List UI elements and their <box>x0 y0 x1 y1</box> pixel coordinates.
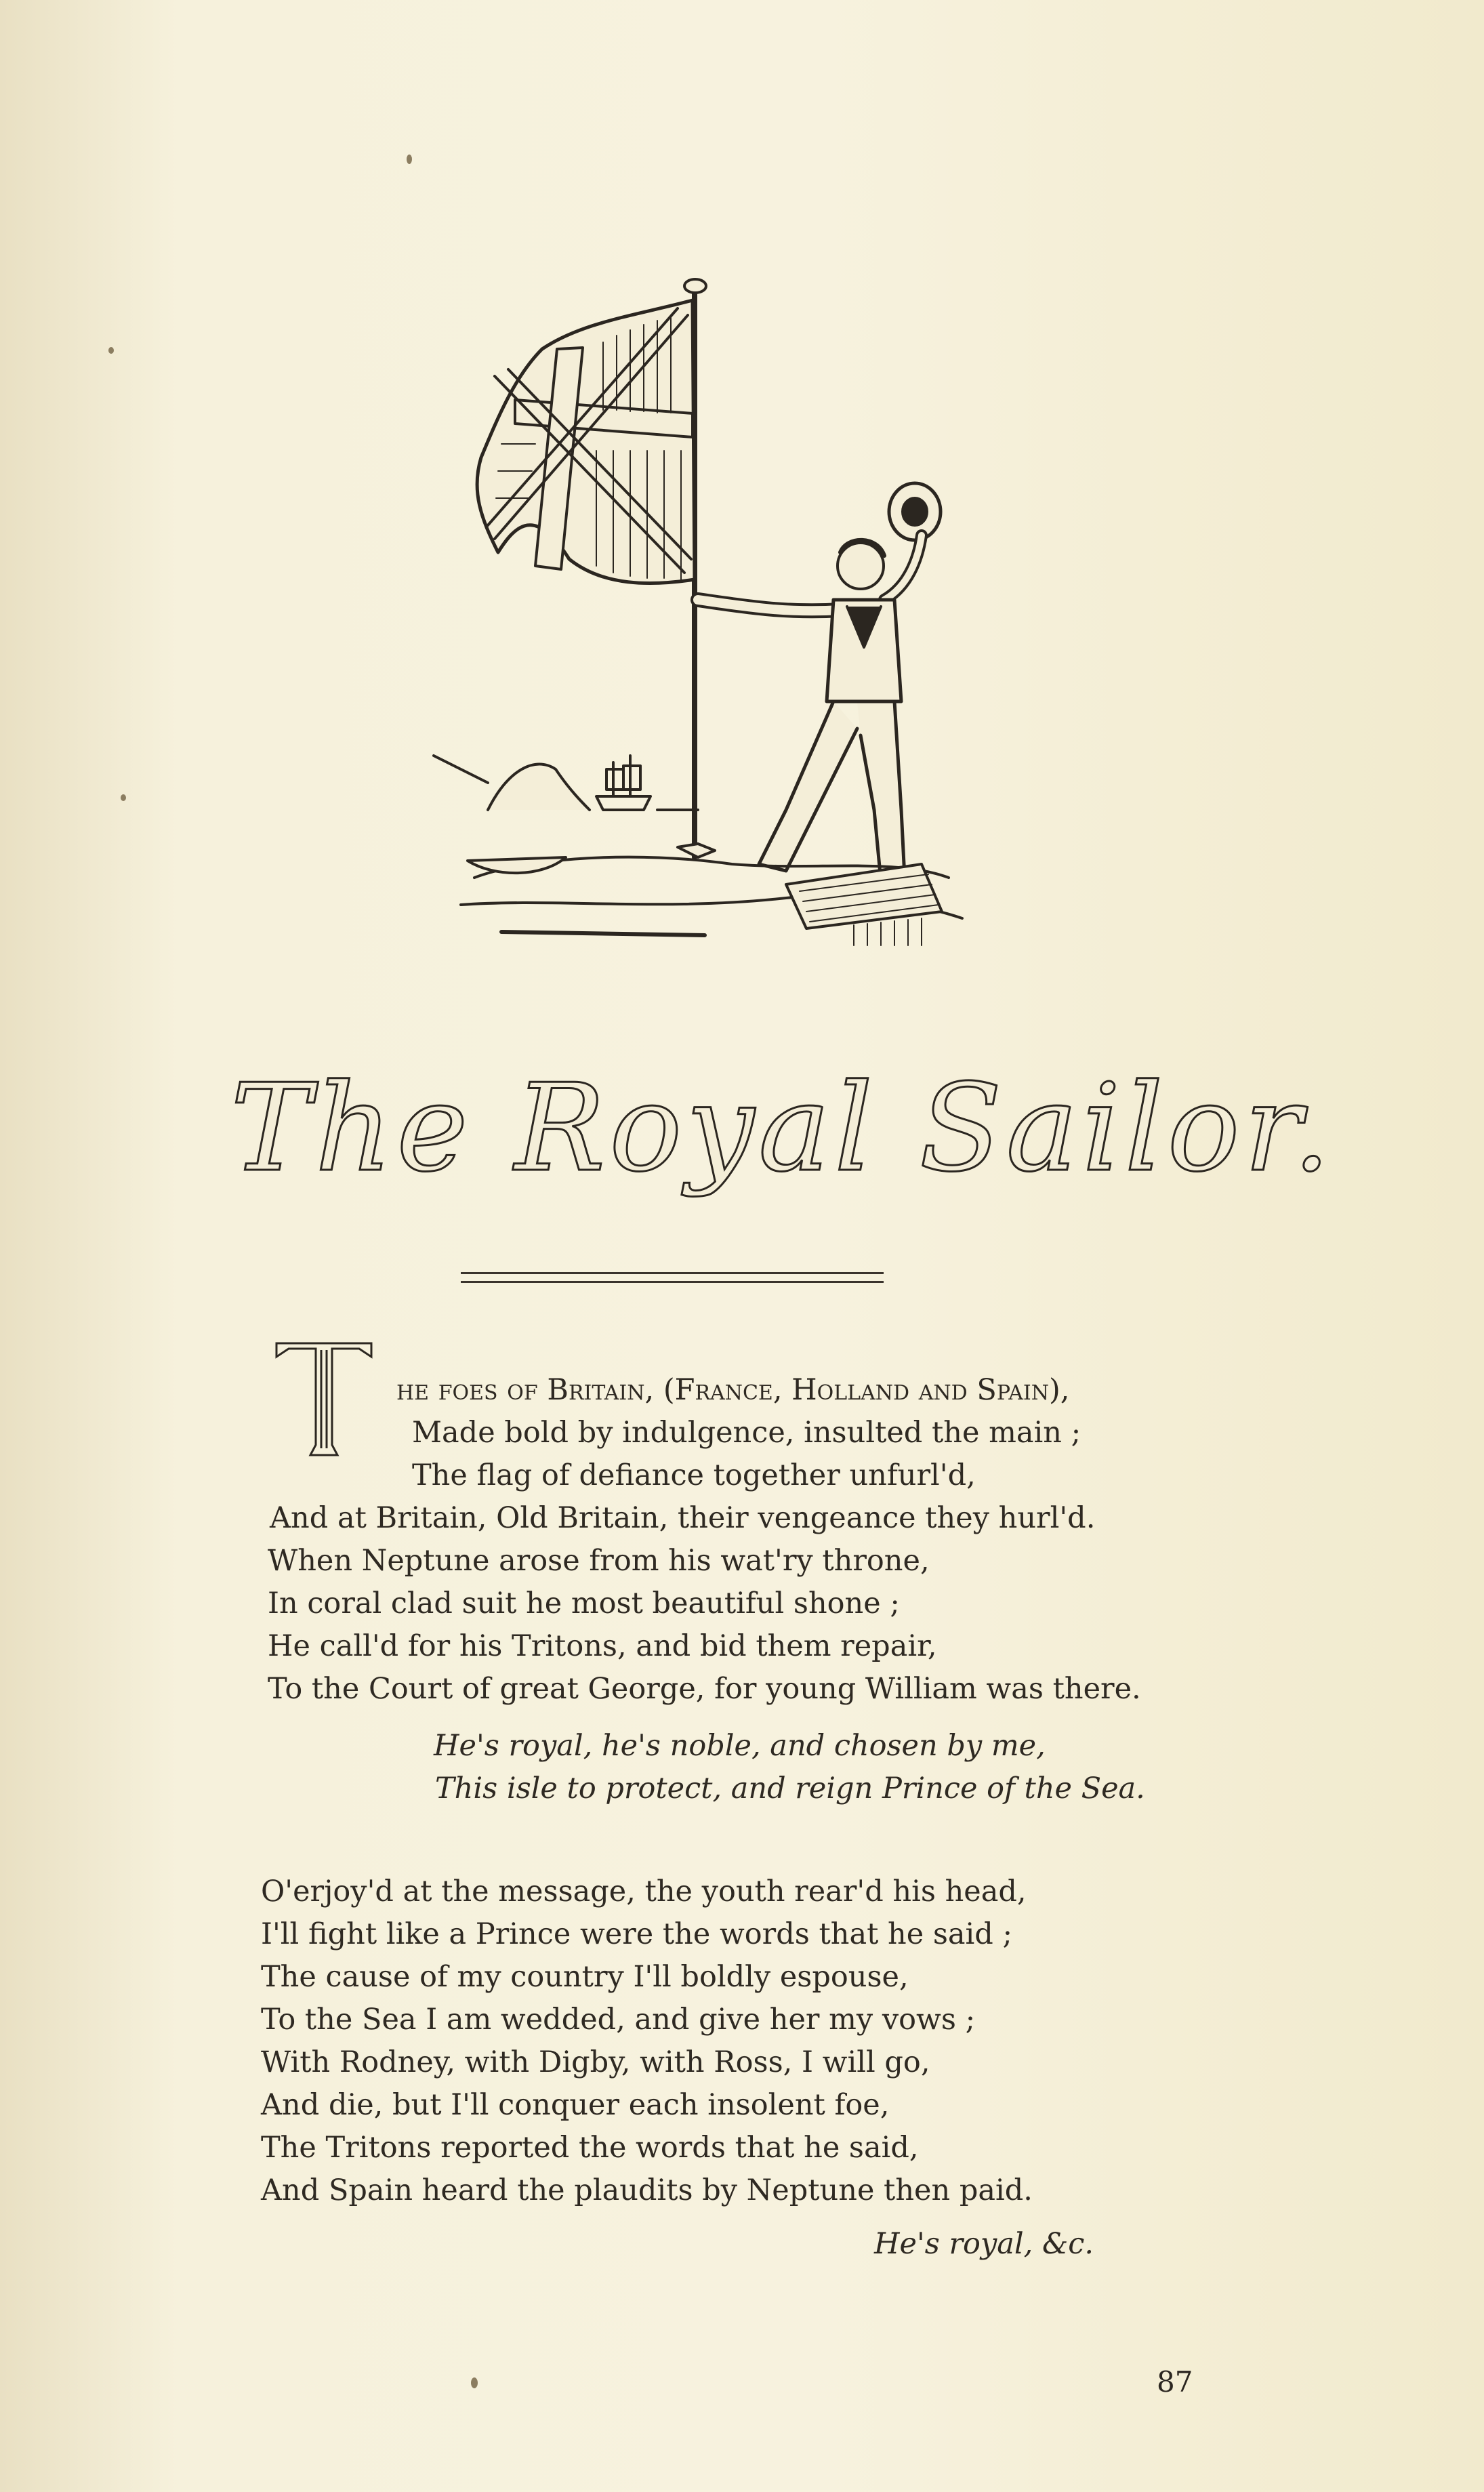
sailor-flag-illustration <box>379 268 976 979</box>
svg-text:T: T <box>270 1326 277 1339</box>
paper-speck <box>407 155 412 164</box>
paper-speck <box>121 794 126 801</box>
refrain-tail: He's royal, &c. <box>874 2227 1094 2261</box>
sailor-figure <box>698 483 941 881</box>
verse1-line-2: Made bold by indulgence, insulted the main ; <box>412 1416 1081 1450</box>
paper-speck <box>108 347 114 354</box>
verse2-line-5: With Rodney, with Digby, with Ross, I will go, <box>261 2045 930 2079</box>
verse2-line-6: And die, but I'll conquer each insolent foe, <box>261 2088 890 2122</box>
page-number: 87 <box>1157 2365 1193 2398</box>
verse2-line-3: The cause of my country I'll boldly espouse, <box>261 1960 909 1994</box>
verse1-line-8: To the Court of great George, for young William was there. <box>268 1672 1141 1706</box>
paper-speck <box>471 2377 478 2388</box>
song-title: The Royal Sailor. <box>230 1058 1335 1198</box>
verse2-line-8: And Spain heard the plaudits by Neptune then paid. <box>261 2173 1033 2207</box>
verse1-line-6: In coral clad suit he most beautiful shone ; <box>268 1587 900 1620</box>
verse1-line-5: When Neptune arose from his wat'ry throne, <box>268 1544 930 1578</box>
verse1-line-3: The flag of defiance together unfurl'd, <box>412 1458 976 1492</box>
chorus-line-1: He's royal, he's noble, and chosen by me, <box>434 1729 1046 1763</box>
verse2-line-4: To the Sea I am wedded, and give her my vows ; <box>261 2003 976 2037</box>
dropcap-t <box>270 1326 378 1472</box>
title-rule-bottom <box>461 1281 884 1283</box>
title-rule-top <box>461 1272 884 1274</box>
verse1-line-7: He call'd for his Tritons, and bid them repair, <box>268 1629 937 1663</box>
verse2-line-2: I'll fight like a Prince were the words that he said ; <box>261 1917 1012 1951</box>
verse1-line-4: And at Britain, Old Britain, their vengeance they hurl'd. <box>270 1501 1096 1535</box>
flag-outline <box>477 300 695 584</box>
verse2-line-1: O'erjoy'd at the message, the youth rear'd his head, <box>261 1875 1027 1908</box>
verse1-line-1: he foes of Britain, (France, Holland and Spain), <box>396 1373 1070 1407</box>
chorus-line-2: This isle to protect, and reign Prince of the Sea. <box>435 1772 1145 1805</box>
verse2-line-7: The Tritons reported the words that he said, <box>261 2131 919 2165</box>
